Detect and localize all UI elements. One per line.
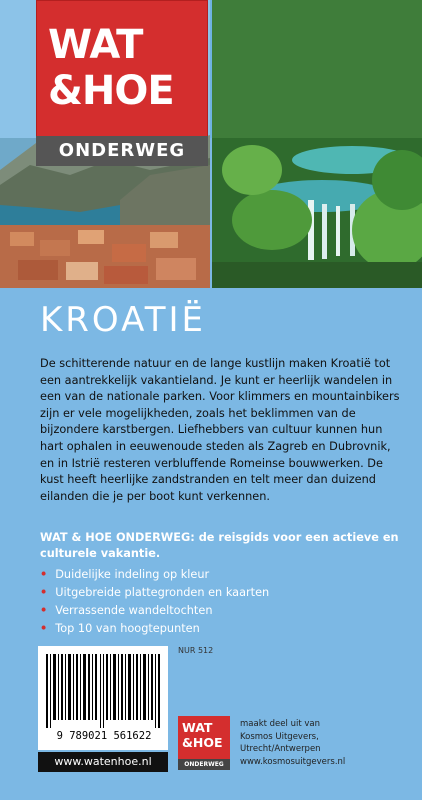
bullet-icon: • — [40, 586, 48, 599]
list-item: • Uitgebreide plattegronden en kaarten — [40, 586, 270, 599]
bullet-icon: • — [40, 622, 48, 635]
publisher-line: Kosmos Uitgevers, — [240, 731, 319, 742]
publisher-website: www.kosmosuitgevers.nl — [240, 756, 346, 767]
barcode — [38, 646, 168, 750]
publisher-info — [240, 718, 345, 768]
publisher-line: Utrecht/Antwerpen — [240, 744, 321, 754]
nur-code: NUR 512 — [178, 646, 214, 655]
barcode-bars — [46, 654, 160, 728]
series-intro: WAT & HOE ONDERWEG: de reisgids voor een actieve en culturele vakantie. — [40, 531, 399, 560]
isbn-number: 9 789021 561622 — [56, 730, 152, 742]
publisher-line: maakt deel uit van — [240, 719, 320, 729]
bullet-icon: • — [40, 568, 48, 581]
description-text: De schitterende natuur en de lange kustlijn maken Kroatië tot een aantrekkelijk vakantieland. Je kunt er heerlijk wandelen in een van de nationale parken. Voor klimmers en mountainbikers zijn er vele mogelijkheden, zoals het beklimmen van de bijzondere karstbergen. Liefhebbers van cultuur kunnen hun hart ophalen in eeuwenoude steden als Zagreb en Dubrovnik, en in Istrië resteren verbluffende Romeinse bouwwerken. De kust heeft heerlijke zandstranden en telt meer dan duizend eilanden die je per boot kunt verkennen. — [40, 357, 400, 503]
website-url: www.watenhoe.nl — [38, 752, 168, 772]
small-logo-strip: ONDERWEG — [178, 759, 230, 770]
list-item: • Duidelijke indeling op kleur — [40, 568, 210, 581]
waterfall-lakes-photo — [212, 0, 422, 288]
list-item: • Top 10 van hoogtepunten — [40, 622, 200, 635]
logo-onderweg-strip: ONDERWEG — [36, 136, 208, 166]
feature-list — [40, 566, 269, 638]
page-title: KROATIË — [40, 300, 206, 340]
list-item: • Verrassende wandeltochten — [40, 604, 213, 617]
small-logo-wat: WAT — [182, 720, 213, 735]
small-wat-hoe-logo — [178, 716, 230, 770]
logo-hoe-text: &HOE — [48, 68, 174, 114]
logo-wat-text: WAT — [48, 22, 143, 68]
small-logo-hoe: &HOE — [182, 735, 223, 750]
wat-hoe-logo — [36, 0, 208, 166]
bullet-icon: • — [40, 604, 48, 617]
